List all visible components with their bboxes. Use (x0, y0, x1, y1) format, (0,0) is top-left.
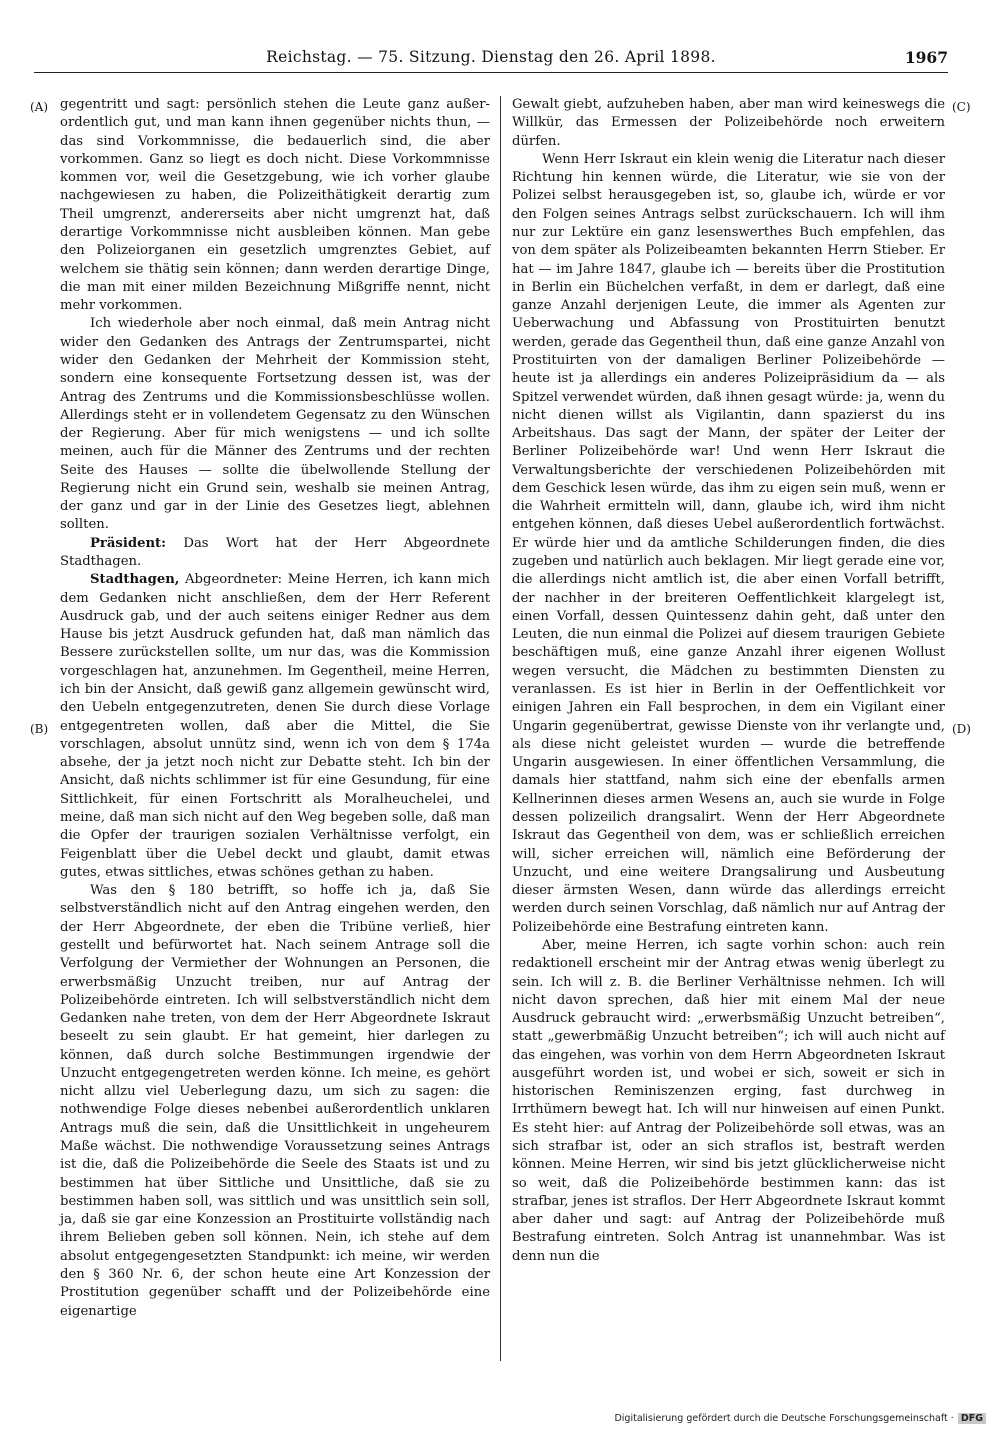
margin-marker-b: (B) (30, 722, 49, 736)
paragraph: Ich wiederhole aber noch einmal, daß mein Antrag nicht wider den Gedanken des Antrags der Zentrumspartei, nicht wider den Gedanken der Mehrheit der Kommission steht, sondern eine konsequente Fortsetzung dessen ist, was der Antrag des Zentrums und die Kommissionsbeschlüsse wollen. Allerdings steht er in vollendetem Gegensatz zu den Wünschen der Regierung. Aber für mich wenigstens — und ich sollte meinen, auch für die Männer des Zentrums und der rechten Seite des Hauses — sollte die übelwollende Stellung der Regierung nicht ein Grund sein, weshalb sie meinen Antrag, der ganz und gar in der Linie des Gesetzes liegt, ablehnen sollten. (60, 316, 490, 533)
column-divider (500, 96, 501, 1361)
margin-marker-d: (D) (952, 722, 971, 736)
speaker-paragraph (60, 571, 490, 882)
running-title: Reichstag. — 75. Sitzung. Dienstag den 26. April 1898. (266, 48, 716, 66)
left-column (60, 96, 490, 1321)
paragraph: Gewalt giebt, aufzuheben haben, aber man wird keineswegs die Willkür, das Ermessen der Polizeibehörde noch erweitern dürfen. (512, 97, 945, 149)
speaker-name: Präsident: (90, 535, 167, 551)
paragraph: Was den § 180 betrifft, so hoffe ich ja, daß Sie selbstverständlich nicht auf den Antrag eingehen werden, den der Herr Abgeordnete, der eben die Tribüne verließ, hier gestellt und befürwortet hat. Nach seinem Antrage soll die Verfolgung der Vermiether der Wohnungen an Personen, die erwerbsmäßig Unzucht treiben, nur auf Antrag der Polizeibehörde eintreten. Ich will selbstverständlich nicht dem Gedanken nahe treten, von dem der Herr Abgeordnete Iskraut beseelt zu sein glaubt. Er hat gemeint, hier darlegen zu können, daß durch solche Bestimmungen irgendwie der Unzucht entgegengetreten werden könne. Ich meine, es gehört nicht allzu viel Ueberlegung dazu, um sich zu sagen: die nothwendige Folge dieses nebenbei außerordentlich unklaren Antrags muß die sein, daß die Unsittlichkeit in ungeheurem Maße wächst. Die nothwendige Voraussetzung seines Antrags ist die, daß die Polizeibehörde die Seele des Staats ist und zu bestimmen hat über Sittliche und Unsittliche, daß sie zu bestimmen haben soll, was sittlich und was unsittlich sein soll, ja, daß sie gar eine Konzession an Prostituirte vollständig nach ihrem Belieben geben soll können. Nein, ich stehe auf dem absolut entgegengesetzten Standpunkt: ich meine, wir werden den § 360 Nr. 6, der schon heute eine Art Konzession der Prostitution gegenüber schafft und der Polizeibehörde eine eigenartige (60, 883, 490, 1319)
paragraph: Aber, meine Herren, ich sagte vorhin schon: auch rein redaktionell erscheint mir der Antrag etwas wenig überlegt zu sein. Ich will z. B. die Berliner Verhältnisse nehmen. Ich will nicht davon sprechen, daß hier mit einem Mal der neue Ausdruck gebraucht wird: „erwerbsmäßig Unzucht betreiben“, statt „gewerbmäßig Unzucht betreiben“; ich will auch nicht auf das eingehen, was vorhin von dem Herrn Abgeordneten Iskraut ausgeführt worden ist, und wobei er sich, soweit er sich in historischen Reminiszenzen erging, fast durchweg in Irrthümern bewegt hat. Ich will nur hinweisen auf einen Punkt. Es steht hier: auf Antrag der Polizeibehörde soll etwas, was an sich strafbar ist, oder an sich straflos ist, bestraft werden können. Meine Herren, wir sind bis jetzt glücklicherweise nicht so weit, daß die Polizeibehörde bestimmen kann: das ist strafbar, jenes ist straflos. Der Herr Abgeordnete Iskraut kommt aber daher und sagt: auf Antrag der Polizeibehörde muß Bestrafung eintreten. Solch Antrag ist unannehmbar. Was ist denn nun die (512, 937, 945, 1264)
paragraph: gegentritt und sagt: persönlich stehen die Leute ganz außerordentlich gut, und man kann ihnen gegenüber nichts thun, — das sind Vorkommnisse, die bedauerlich sind, die aber vorkommen. Ganz so liegt es doch nicht. Diese Vorkommnisse kommen vor, weil die Gesetzgebung, wie ich vorher glaube nachgewiesen zu haben, die Polizeithätigkeit derartig zum Theil umgrenzt, andererseits aber nicht umgrenzt hat, daß derartige Vorkommnisse nicht ausbleiben können. Man gebe den Polizeiorganen ein gesetzlich umgrenztes Gebiet, auf welchem sie thätig sein können; dann werden derartige Dinge, die man mit einer milden Bezeichnung Mißgriffe nennt, nicht mehr vorkommen. (60, 97, 490, 314)
paragraph: Wenn Herr Iskraut ein klein wenig die Literatur nach dieser Richtung hin kennen würde, die Literatur, wie sie von der Polizei selbst herausgegeben ist, so, glaube ich, würde er vor den Folgen seines Antrags selbst zurückschauern. Ich will ihm nur zur Lektüre ein ganz lesenswerthes Buch empfehlen, das von dem später als Polizeibeamten bekannten Herrn Stieber. Er hat — im Jahre 1847, glaube ich — bereits über die Prostitution in Berlin ein Büchelchen verfaßt, in dem er darlegt, daß eine ganze Anzahl derjenigen Leute, die immer als Agenten zur Ueberwachung und Abfassung von Prostituirten benutzt werden, gerade das Gegentheil thun, daß eine ganze Anzahl von Prostituirten von der damaligen Berliner Polizeibehörde — heute ist ja allerdings ein anderes Polizeipräsidium da — als Spitzel verwendet würden, daß ihnen gesagt würde: ja, wenn du nicht dienen willst als Vigilantin, dann spazierst du ins Arbeitshaus. Das sagt der Mann, der später der Leiter der Berliner Polizeibehörde war! Und wenn Herr Iskraut die Verwaltungsberichte der verschiedenen Polizeibehörden mit dem Geschick lesen würde, das ihm zu eigen sein muß, wenn er die Wahrheit ermitteln will, dann, glaube ich, wird ihm nicht entgehen können, daß dieses Uebel außerordentlich fortwächst. Er würde hier und da amtliche Schilderungen finden, die dies zugeben und natürlich auch beklagen. Mir liegt gerade eine vor, die allerdings nicht amtlich ist, die aber einen Vorfall betrifft, der nachher in der breiteren Oeffentlichkeit klargelegt ist, einen Vorfall, dessen Quintessenz dahin geht, daß unter den Leuten, die nun einmal die Polizei auf diesem traurigen Gebiete beschäftigen muß, eine ganze Anzahl ihrer eigenen Wollust wegen versucht, die Mädchen zu bestimmten Diensten zu veranlassen. Es ist hier in Berlin in der Oeffentlichkeit vor einigen Jahren ein Fall besprochen, in dem ein Vigilant einer Ungarin gegenübertrat, gewisse Dienste von ihr verlangte und, als diese nicht geleistet wurden — wurde die betreffende Ungarin ausgewiesen. In einer öffentlichen Versammlung, die damals hier stattfand, nahm sich eine der ebenfalls armen Kellnerinnen dieses armen Wesens an, auch sie wurde in Folge dessen polizeilich drangsalirt. Wenn der Herr Abgeordnete Iskraut das Gegentheil von dem, was er schließlich erreichen will, sicher erreichen will, nämlich eine Beförderung der Unzucht, und eine weitere Drangsalirung und Ausbeutung dieser ärmsten Wesen, dann würde das allerdings erreicht werden durch seinen Vorschlag, daß nämlich nur auf Antrag der Polizeibehörde eine Bestrafung eintreten kann. (512, 151, 945, 935)
page-header (34, 48, 948, 73)
right-column (512, 96, 945, 1266)
speaker-name: Stadthagen, (90, 572, 180, 588)
speech-text: Abgeordneter: Meine Herren, ich kann mich dem Gedanken nicht anschließen, dem der Herr Referent Ausdruck gab, und der auch seitens einiger Redner aus dem Hause bis jetzt Ausdruck gefunden hat, daß man nämlich das Bessere zurückstellen sollte, um nur das, was die Kommission vorgeschlagen hat, anzunehmen. Im Gegentheil, meine Herren, ich bin der Ansicht, daß gewiß ganz allgemein gewünscht wird, den Uebeln entgegenzutreten, denen Sie durch diese Vorlage entgegentreten wollen, daß aber die Mittel, die Sie vorschlagen, absolut unnütz sind, wenn ich von dem § 174a absehe, der ja jetzt noch nicht zur Debatte steht. Ich bin der Ansicht, daß nichts schlimmer ist für eine Gesundung, für eine Sittlichkeit, für einen Fortschritt als Moralheuchelei, und meine, daß man sich nicht auf den Weg begeben solle, daß man die Opfer der traurigen sozialen Verhältnisse verfolgt, ein Feigenblatt über die Uebel deckt und glaubt, damit etwas gutes, etwas sittliches, etwas schönes gethan zu haben. (60, 572, 490, 880)
margin-marker-c: (C) (952, 100, 971, 114)
dfg-logo: DFG (958, 1413, 986, 1424)
digitization-credit (614, 1413, 986, 1424)
speech-text: Das Wort hat der Herr Abgeordnete Stadthagen. (60, 535, 490, 570)
credit-text: Digitalisierung gefördert durch die Deutsche Forschungsgemeinschaft · (614, 1413, 954, 1424)
margin-marker-a: (A) (30, 100, 49, 114)
speaker-paragraph (60, 535, 490, 572)
page-number: 1967 (904, 48, 948, 67)
